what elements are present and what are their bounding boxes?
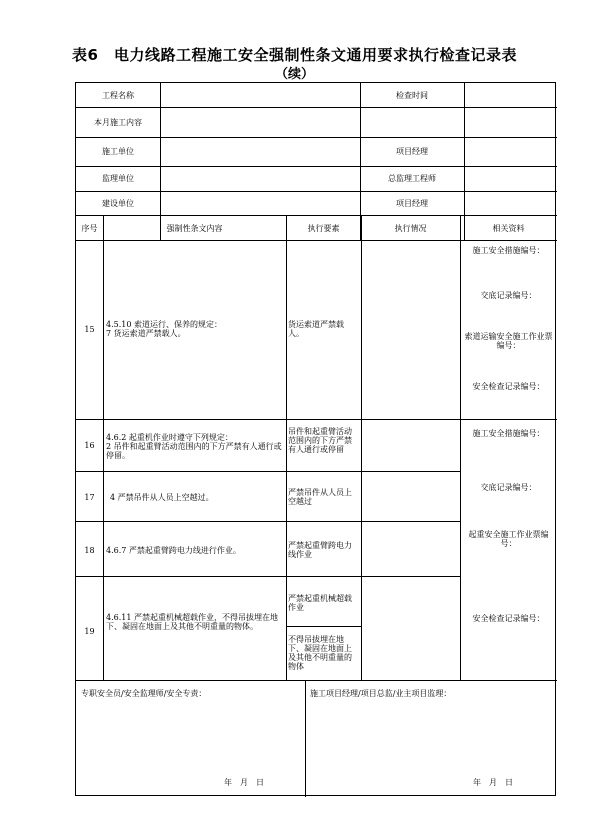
ref-safety-check-record: 安全检查记录编号： xyxy=(472,382,545,391)
col-status: 执行情况 xyxy=(394,224,427,233)
ref-safety-measure: 施工安全措施编号： xyxy=(472,246,545,255)
row-no: 19 xyxy=(84,627,95,636)
construction-unit-label: 施工单位 xyxy=(102,147,134,156)
project-leader-label: 施工项目经理/项目总监/业主项目监理： xyxy=(310,689,452,698)
owner-unit-label: 建设单位 xyxy=(102,199,134,208)
row-element: 货运索道严禁载人。 xyxy=(288,320,344,338)
ref-briefing-record: 交底记录编号： xyxy=(480,291,537,300)
col-content: 强制性条文内容 xyxy=(166,224,223,233)
col-no: 序号 xyxy=(81,224,98,233)
ref-safety-check-record: 安全检查记录编号： xyxy=(472,614,545,623)
signature-date-right: 年 月 日 xyxy=(473,778,513,787)
col-refs: 相关资料 xyxy=(492,224,525,233)
row-content: 4 严禁吊件从人员上空越过。 xyxy=(110,493,214,502)
project-manager2-label: 项目经理 xyxy=(396,199,428,208)
row-content: 4.6.7 严禁起重臂跨电力线进行作业。 xyxy=(106,546,241,555)
ref-lifting-work-ticket: 起重安全施工作业票编号： xyxy=(468,530,549,548)
chief-supervisor-label: 总监理工程师 xyxy=(388,174,436,183)
row-element: 吊件和起重臂活动范围内的下方严禁有人通行或停留 xyxy=(288,427,352,454)
row-element: 严禁起重臂跨电力线作业 xyxy=(288,541,352,559)
row-element: 不得吊拔埋在地下、凝固在地面上及其他不明重量的物体 xyxy=(288,635,352,671)
row-no: 15 xyxy=(84,325,95,334)
row-no: 17 xyxy=(84,493,95,502)
col-element: 执行要素 xyxy=(307,224,340,233)
project-name-label: 工程名称 xyxy=(102,91,134,100)
form-title: 表6 电力线路工程施工安全强制性条文通用要求执行检查记录表 xyxy=(72,46,517,64)
supervision-unit-label: 监理单位 xyxy=(102,174,134,183)
signature-date-left: 年 月 日 xyxy=(224,778,264,787)
ref-ropeway-work-ticket: 索道运输安全施工作业票编号： xyxy=(464,332,553,350)
row-no: 18 xyxy=(84,546,95,555)
row-content: 4.6.2 起重机作业时遵守下列规定： 2 吊件和起重臂活动范围内的下方严禁有人通行或停留。 xyxy=(106,433,282,460)
ref-briefing-record: 交底记录编号： xyxy=(480,483,537,492)
row-content: 4.5.10 索道运行、保养的规定： 7 货运索道严禁载人。 xyxy=(106,320,222,338)
month-content-label: 本月施工内容 xyxy=(94,118,142,127)
ref-safety-measure: 施工安全措施编号： xyxy=(472,429,545,438)
inspection-table xyxy=(75,82,556,796)
form-subtitle: （续） xyxy=(274,67,314,82)
row-element: 严禁起重机械超载作业 xyxy=(288,594,352,612)
safety-officer-label: 专职安全员/安全监理师/安全专责： xyxy=(81,689,207,698)
row-content: 4.6.11 严禁起重机械超载作业，不得吊拔埋在地下、凝固在地面上及其他不明重量的物体。 xyxy=(106,613,278,631)
check-time-label: 检查时间 xyxy=(396,91,428,100)
row-element: 严禁吊件从人员上空越过 xyxy=(288,488,352,506)
row-no: 16 xyxy=(84,441,95,450)
project-manager-label: 项目经理 xyxy=(396,147,428,156)
